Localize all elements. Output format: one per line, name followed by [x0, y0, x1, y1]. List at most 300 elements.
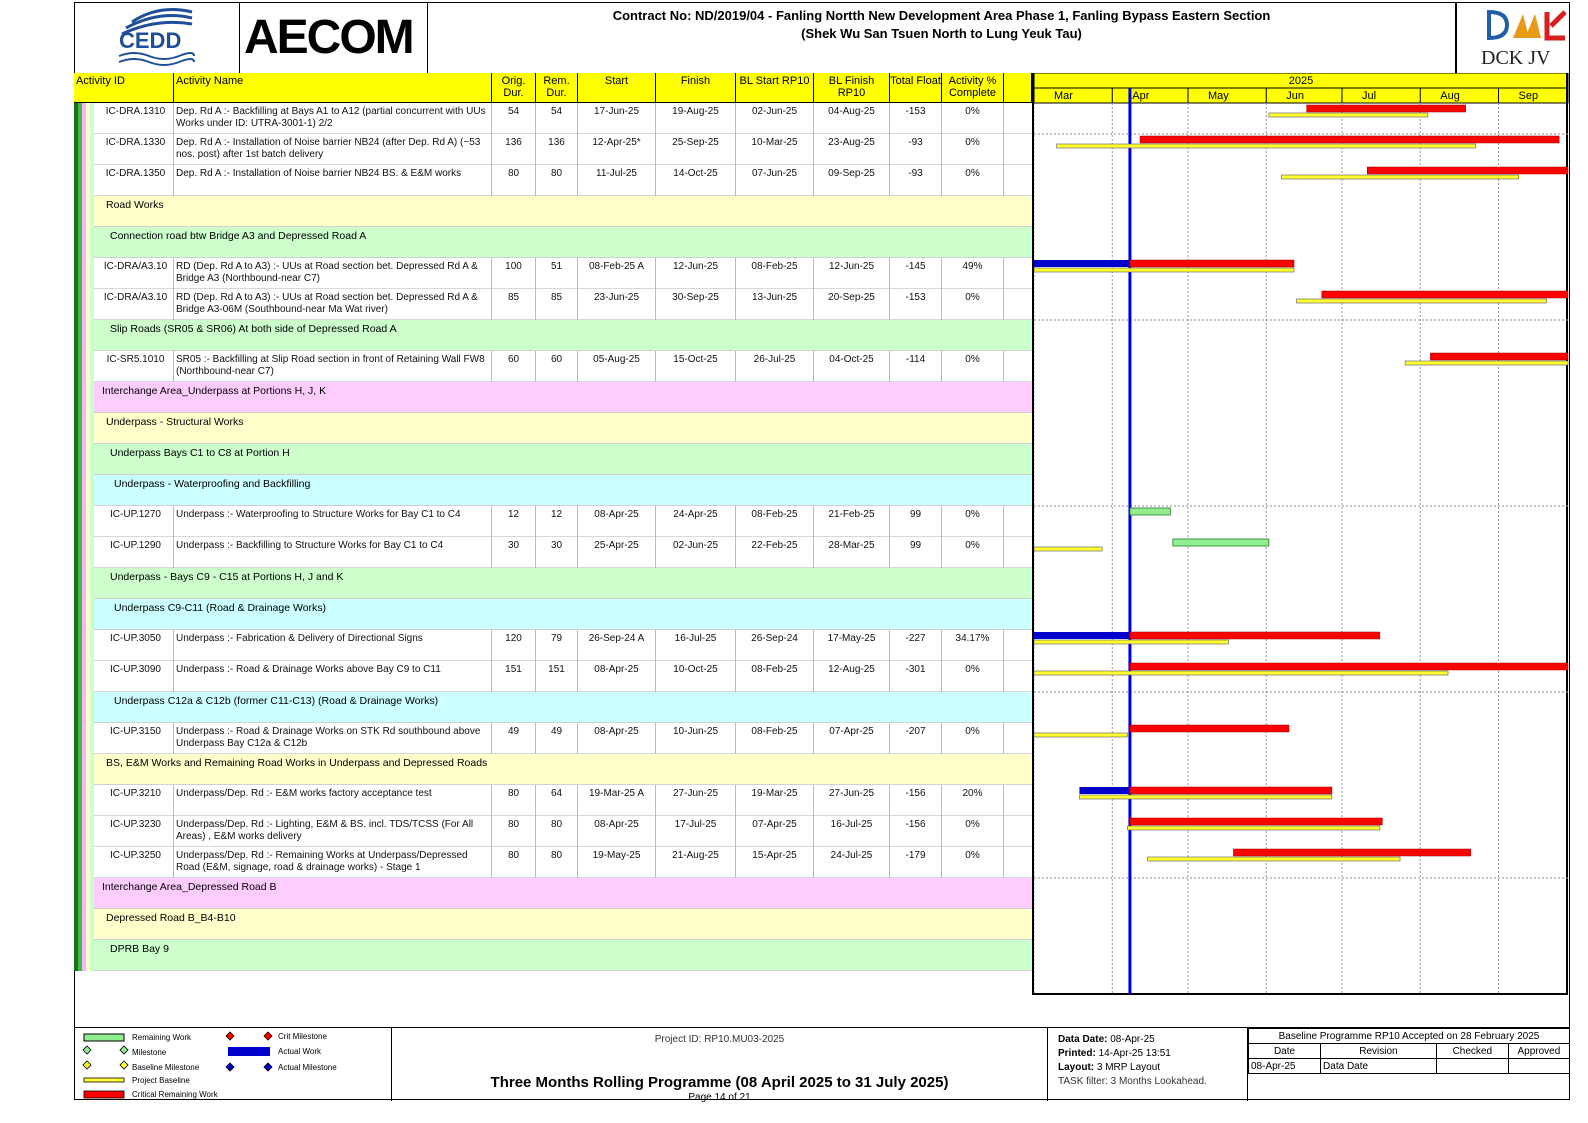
cell-name: Underpass :- Road & Drainage Works above Bay C9 to C11 — [174, 661, 492, 692]
wbs-group-label: Underpass C12a & C12b (former C11-C13) (Road & Drainage Works) — [114, 695, 439, 707]
cell-pct: 0% — [942, 165, 1004, 196]
wbs-group-row — [74, 413, 1032, 444]
cell-bl-start: 08-Feb-25 — [736, 258, 814, 289]
cell-bl-start: 02-Jun-25 — [736, 103, 814, 134]
wbs-outline-stripes — [74, 847, 98, 878]
cell-start: 19-Mar-25 A — [578, 785, 656, 816]
cell-pct: 0% — [942, 506, 1004, 537]
cell-rem: 79 — [536, 630, 578, 661]
col-bl-start: BL Start RP10 — [736, 73, 814, 103]
remaining-work-bar — [1173, 539, 1269, 546]
wbs-group-label: Interchange Area_Underpass at Portions H, J, K — [102, 385, 327, 397]
col-activity-complete: Activity % Complete — [942, 73, 1004, 103]
cell-bl-start: 26-Sep-24 — [736, 630, 814, 661]
cell-pct: 34.17% — [942, 630, 1004, 661]
col-finish: Finish — [656, 73, 736, 103]
wbs-outline-stripes — [74, 754, 98, 785]
project-baseline-bar — [1405, 361, 1568, 365]
cell-start: 08-Apr-25 — [578, 816, 656, 847]
revision-block — [1248, 1028, 1570, 1101]
legend-project-baseline: Project Baseline — [132, 1076, 190, 1085]
cell-name: Underpass :- Fabrication & Delivery of Directional Signs — [174, 630, 492, 661]
wbs-outline-stripes — [74, 382, 98, 413]
cell-float: -179 — [890, 847, 942, 878]
cell-id: IC-UP.3230 — [98, 816, 174, 847]
wbs-group-row — [74, 227, 1032, 258]
cell-start: 26-Sep-24 A — [578, 630, 656, 661]
activity-row — [74, 506, 1032, 537]
wbs-group-label: Depressed Road B_B4-B10 — [106, 912, 236, 924]
wbs-outline-stripes — [74, 568, 98, 599]
cell-name: Underpass/Dep. Rd :- E&M works factory acceptance test — [174, 785, 492, 816]
cell-name: Underpass :- Road & Drainage Works on STK Rd southbound above Underpass Bay C12a & C12b — [174, 723, 492, 754]
cell-start: 11-Jul-25 — [578, 165, 656, 196]
wbs-outline-stripes — [74, 289, 98, 320]
actual-work-bar — [1034, 632, 1130, 639]
data-date-label: Data Date: — [1058, 1034, 1108, 1045]
cell-bl-finish: 27-Jun-25 — [814, 785, 890, 816]
cell-id: IC-DRA.1350 — [98, 165, 174, 196]
cell-id: IC-SR5.1010 — [98, 351, 174, 382]
col-activity-id: Activity ID — [74, 73, 174, 103]
cell-id: IC-UP.3050 — [98, 630, 174, 661]
cell-rem: 80 — [536, 165, 578, 196]
programme-title: Three Months Rolling Programme (08 April 2025 to 31 July 2025) — [490, 1074, 949, 1091]
cell-name: Dep. Rd A :- Installation of Noise barrier NB24 BS. & E&M works — [174, 165, 492, 196]
cedd-logo — [74, 2, 240, 74]
wbs-group-label: Road Works — [106, 199, 164, 211]
critical-remaining-bar — [1430, 353, 1568, 360]
wbs-outline-stripes — [74, 816, 98, 847]
data-date-value: 08-Apr-25 — [1110, 1034, 1155, 1045]
cell-float: -93 — [890, 134, 942, 165]
legend-remaining-swatch — [84, 1034, 124, 1041]
cell-start: 17-Jun-25 — [578, 103, 656, 134]
cell-start: 19-May-25 — [578, 847, 656, 878]
col-bl-finish: BL Finish RP10 — [814, 73, 890, 103]
cell-rem: 64 — [536, 785, 578, 816]
cell-float: -145 — [890, 258, 942, 289]
cell-start: 25-Apr-25 — [578, 537, 656, 568]
cell-orig: 100 — [492, 258, 536, 289]
cell-rem: 49 — [536, 723, 578, 754]
cell-pct: 0% — [942, 723, 1004, 754]
legend-crit-milestone-icon — [226, 1032, 234, 1040]
wbs-outline-stripes — [74, 692, 98, 723]
cell-finish: 25-Sep-25 — [656, 134, 736, 165]
legend-actual-milestone: Actual Milestone — [278, 1063, 337, 1072]
legend-actual-swatch — [228, 1047, 270, 1056]
cell-rem: 60 — [536, 351, 578, 382]
critical-remaining-bar — [1130, 787, 1332, 794]
critical-remaining-bar — [1307, 105, 1466, 112]
wbs-outline-stripes — [74, 537, 98, 568]
cell-start: 08-Apr-25 — [578, 506, 656, 537]
cell-orig: 80 — [492, 785, 536, 816]
aecom-logo-text: AECOM — [244, 11, 413, 64]
contract-subtitle: (Shek Wu San Tsuen North to Lung Yeuk Tau) — [801, 26, 1082, 41]
layout-value: 3 MRP Layout — [1096, 1062, 1161, 1073]
cell-start: 08-Feb-25 A — [578, 258, 656, 289]
cell-bl-start: 08-Feb-25 — [736, 506, 814, 537]
activity-row — [74, 351, 1032, 382]
col-spacer — [1004, 73, 1032, 103]
page-number: Page 14 of 21 — [688, 1092, 751, 1103]
rev-desc: Data Date — [1321, 1059, 1437, 1074]
wbs-group-row — [74, 475, 1032, 506]
cell-pct: 0% — [942, 289, 1004, 320]
col-total-float: Total Float — [890, 73, 942, 103]
cell-start: 12-Apr-25* — [578, 134, 656, 165]
cell-finish: 16-Jul-25 — [656, 630, 736, 661]
cell-id: IC-UP.3210 — [98, 785, 174, 816]
cell-pct: 0% — [942, 351, 1004, 382]
cell-bl-start: 15-Apr-25 — [736, 847, 814, 878]
cell-float: -93 — [890, 165, 942, 196]
activity-row — [74, 723, 1032, 754]
cell-orig: 85 — [492, 289, 536, 320]
cell-orig: 120 — [492, 630, 536, 661]
wbs-group-label: Underpass - Structural Works — [106, 416, 244, 428]
project-baseline-bar — [1034, 547, 1102, 551]
cell-finish: 12-Jun-25 — [656, 258, 736, 289]
critical-remaining-bar — [1322, 291, 1568, 298]
col-start: Start — [578, 73, 656, 103]
cell-finish: 27-Jun-25 — [656, 785, 736, 816]
rev-date: 08-Apr-25 — [1249, 1059, 1321, 1074]
legend-actual-work: Actual Work — [278, 1047, 321, 1056]
cell-id: IC-DRA.1310 — [98, 103, 174, 134]
activity-row — [74, 816, 1032, 847]
cell-orig: 30 — [492, 537, 536, 568]
cell-pct: 49% — [942, 258, 1004, 289]
cell-orig: 151 — [492, 661, 536, 692]
aecom-logo — [240, 2, 428, 74]
wbs-outline-stripes — [74, 475, 98, 506]
critical-remaining-bar — [1130, 818, 1382, 825]
cell-bl-finish: 21-Feb-25 — [814, 506, 890, 537]
cell-bl-start: 08-Feb-25 — [736, 723, 814, 754]
legend — [74, 1028, 392, 1101]
cell-bl-finish: 17-May-25 — [814, 630, 890, 661]
wbs-outline-stripes — [74, 258, 98, 289]
cell-pct: 0% — [942, 134, 1004, 165]
cell-orig: 80 — [492, 816, 536, 847]
printed-value: 14-Apr-25 13:51 — [1098, 1048, 1171, 1059]
wbs-outline-stripes — [74, 134, 98, 165]
title-block — [428, 2, 1456, 74]
cell-bl-finish: 09-Sep-25 — [814, 165, 890, 196]
cell-float: -301 — [890, 661, 942, 692]
cell-pct: 0% — [942, 816, 1004, 847]
wbs-outline-stripes — [74, 320, 98, 351]
legend-critical-remaining-work: Critical Remaining Work — [132, 1090, 218, 1099]
cell-orig: 54 — [492, 103, 536, 134]
cell-orig: 60 — [492, 351, 536, 382]
remaining-work-bar — [1130, 508, 1170, 515]
wbs-group-label: Underpass - Bays C9 - C15 at Portions H, J and K — [110, 571, 344, 583]
wbs-group-row — [74, 878, 1032, 909]
project-baseline-bar — [1034, 268, 1294, 272]
print-info — [1048, 1028, 1248, 1101]
critical-remaining-bar — [1367, 167, 1568, 174]
project-baseline-bar — [1269, 113, 1428, 117]
wbs-outline-stripes — [74, 909, 98, 940]
cell-float: -156 — [890, 816, 942, 847]
cell-finish: 17-Jul-25 — [656, 816, 736, 847]
rev-col-approved: Approved — [1508, 1044, 1569, 1059]
wbs-group-row — [74, 196, 1032, 227]
activity-row — [74, 630, 1032, 661]
cell-bl-start: 13-Jun-25 — [736, 289, 814, 320]
rev-col-checked: Checked — [1436, 1044, 1508, 1059]
wbs-outline-stripes — [74, 506, 98, 537]
project-id: Project ID: RP10.MU03-2025 — [654, 1034, 785, 1045]
cell-rem: 51 — [536, 258, 578, 289]
cell-float: 99 — [890, 506, 942, 537]
cell-bl-start: 22-Feb-25 — [736, 537, 814, 568]
cell-name: Underpass/Dep. Rd :- Remaining Works at Underpass/Depressed Road (E&M, signage, road & drainage works) - Stage 1 — [174, 847, 492, 878]
cell-bl-finish: 04-Oct-25 — [814, 351, 890, 382]
actual-work-bar — [1034, 260, 1130, 267]
wbs-group-label: Underpass C9-C11 (Road & Drainage Works) — [114, 602, 327, 614]
cell-rem: 136 — [536, 134, 578, 165]
critical-remaining-bar — [1140, 136, 1559, 143]
cell-finish: 02-Jun-25 — [656, 537, 736, 568]
cell-finish: 19-Aug-25 — [656, 103, 736, 134]
wbs-group-row — [74, 599, 1032, 630]
revision-table — [1248, 1028, 1570, 1074]
wbs-outline-stripes — [74, 940, 98, 971]
wbs-outline-stripes — [74, 227, 98, 258]
cell-name: SR05 :- Backfilling at Slip Road section in front of Retaining Wall FW8 (Northbound-near C7) — [174, 351, 492, 382]
gantt-chart — [1032, 73, 1570, 995]
cell-name: Dep. Rd A :- Backfilling at Bays A1 to A12 (partial concurrent with UUs Works under ID: UTRA-3001-1) 2/2 — [174, 103, 492, 134]
cell-orig: 80 — [492, 847, 536, 878]
cell-bl-start: 08-Feb-25 — [736, 661, 814, 692]
cell-id: IC-UP.1270 — [98, 506, 174, 537]
cell-id: IC-UP.1290 — [98, 537, 174, 568]
cell-start: 08-Apr-25 — [578, 661, 656, 692]
cell-float: -207 — [890, 723, 942, 754]
wbs-outline-stripes — [74, 723, 98, 754]
legend-crit-milestone: Crit Milestone — [278, 1032, 327, 1041]
wbs-group-row — [74, 754, 1032, 785]
cell-bl-start: 07-Apr-25 — [736, 816, 814, 847]
cell-rem: 30 — [536, 537, 578, 568]
activity-row — [74, 661, 1032, 692]
wbs-group-row — [74, 692, 1032, 723]
cell-name: Underpass/Dep. Rd :- Lighting, E&M & BS. incl. TDS/TCSS (For All Areas) , E&M works delivery — [174, 816, 492, 847]
project-baseline-bar — [1148, 857, 1400, 861]
project-baseline-bar — [1297, 299, 1547, 303]
cell-id: IC-UP.3090 — [98, 661, 174, 692]
dck-logo — [1456, 2, 1570, 74]
cell-bl-start: 10-Mar-25 — [736, 134, 814, 165]
project-baseline-bar — [1127, 826, 1379, 830]
actual-work-bar — [1079, 787, 1129, 794]
cell-float: -153 — [890, 103, 942, 134]
cell-bl-finish: 24-Jul-25 — [814, 847, 890, 878]
month-label-may: May — [1208, 90, 1229, 102]
cell-name: Underpass :- Waterproofing to Structure Works for Bay C1 to C4 — [174, 506, 492, 537]
col-orig-dur: Orig. Dur. — [492, 73, 536, 103]
cell-bl-finish: 12-Aug-25 — [814, 661, 890, 692]
col-activity-name: Activity Name — [174, 73, 492, 103]
cell-rem: 12 — [536, 506, 578, 537]
cell-bl-finish: 12-Jun-25 — [814, 258, 890, 289]
wbs-group-row — [74, 568, 1032, 599]
wbs-outline-stripes — [74, 630, 98, 661]
cell-finish: 14-Oct-25 — [656, 165, 736, 196]
wbs-outline-stripes — [74, 165, 98, 196]
printed-label: Printed: — [1058, 1048, 1096, 1059]
cell-rem: 80 — [536, 816, 578, 847]
gantt-svg — [1034, 73, 1572, 995]
month-label-apr: Apr — [1132, 90, 1150, 102]
cell-pct: 20% — [942, 785, 1004, 816]
cell-start: 08-Apr-25 — [578, 723, 656, 754]
cell-rem: 85 — [536, 289, 578, 320]
cell-finish: 24-Apr-25 — [656, 506, 736, 537]
critical-remaining-bar — [1233, 849, 1470, 856]
cell-float: -153 — [890, 289, 942, 320]
cell-finish: 21-Aug-25 — [656, 847, 736, 878]
activity-row — [74, 537, 1032, 568]
wbs-outline-stripes — [74, 413, 98, 444]
wbs-outline-stripes — [74, 661, 98, 692]
critical-remaining-bar — [1130, 725, 1289, 732]
contract-title: Contract No: ND/2019/04 - Fanling Nortth New Development Area Phase 1, Fanling Bypass Eastern Section — [612, 8, 1271, 23]
cell-float: -227 — [890, 630, 942, 661]
cedd-logo-icon — [74, 2, 240, 74]
cell-id: IC-DRA.1330 — [98, 134, 174, 165]
cell-bl-start: 26-Jul-25 — [736, 351, 814, 382]
legend-baseline-milestone-icon — [83, 1061, 91, 1069]
col-rem-dur: Rem. Dur. — [536, 73, 578, 103]
wbs-outline-stripes — [74, 444, 98, 475]
legend-milestone-icon — [83, 1046, 91, 1054]
month-label-jul: Jul — [1362, 90, 1377, 102]
activity-row — [74, 165, 1032, 196]
activity-row — [74, 785, 1032, 816]
wbs-group-label: Interchange Area_Depressed Road B — [102, 881, 277, 893]
cell-bl-start: 07-Jun-25 — [736, 165, 814, 196]
wbs-outline-stripes — [74, 196, 98, 227]
cell-orig: 136 — [492, 134, 536, 165]
cell-rem: 54 — [536, 103, 578, 134]
month-label-aug: Aug — [1440, 90, 1460, 102]
wbs-group-label: Underpass Bays C1 to C8 at Portion H — [110, 447, 290, 459]
cell-finish: 30-Sep-25 — [656, 289, 736, 320]
legend-critical-swatch — [84, 1091, 124, 1098]
project-baseline-bar — [1281, 175, 1518, 179]
cell-float: 99 — [890, 537, 942, 568]
cell-id: IC-UP.3250 — [98, 847, 174, 878]
project-baseline-bar — [1034, 733, 1127, 737]
activity-row — [74, 258, 1032, 289]
project-baseline-bar — [1034, 671, 1448, 675]
task-filter: TASK filter: 3 Months Lookahead. — [1058, 1076, 1207, 1087]
cell-bl-finish: 28-Mar-25 — [814, 537, 890, 568]
cell-rem: 80 — [536, 847, 578, 878]
cell-rem: 151 — [536, 661, 578, 692]
cell-start: 23-Jun-25 — [578, 289, 656, 320]
wbs-group-row — [74, 444, 1032, 475]
month-label-mar: Mar — [1054, 90, 1073, 102]
cell-id: IC-UP.3150 — [98, 723, 174, 754]
baseline-note: Baseline Programme RP10 Accepted on 28 February 2025 — [1249, 1029, 1570, 1044]
cell-name: RD (Dep. Rd A to A3) :- UUs at Road section bet. Depressed Rd A & Bridge A3 (Northbound-near C7) — [174, 258, 492, 289]
wbs-group-label: BS, E&M Works and Remaining Road Works in Underpass and Depressed Roads — [106, 757, 488, 769]
svg-text:CEDD: CEDD — [119, 28, 182, 53]
cell-bl-finish: 20-Sep-25 — [814, 289, 890, 320]
legend-actual-milestone-icon — [226, 1063, 234, 1071]
cell-float: -156 — [890, 785, 942, 816]
footer — [74, 1027, 1570, 1103]
timeline-year: 2025 — [1288, 75, 1314, 87]
month-label-jun: Jun — [1286, 90, 1305, 102]
wbs-group-label: Underpass - Waterproofing and Backfilling — [114, 478, 311, 490]
legend-milestone: Milestone — [132, 1048, 167, 1057]
wbs-outline-stripes — [74, 351, 98, 382]
activity-row — [74, 847, 1032, 878]
wbs-group-row — [74, 382, 1032, 413]
cell-finish: 10-Oct-25 — [656, 661, 736, 692]
cell-orig: 12 — [492, 506, 536, 537]
project-baseline-bar — [1057, 144, 1476, 148]
cell-pct: 0% — [942, 661, 1004, 692]
cell-finish: 10-Jun-25 — [656, 723, 736, 754]
cell-orig: 80 — [492, 165, 536, 196]
cell-id: IC-DRA/A3.10 — [98, 258, 174, 289]
cell-id: IC-DRA/A3.10 — [98, 289, 174, 320]
project-baseline-bar — [1034, 640, 1228, 644]
activity-table — [74, 103, 1032, 995]
wbs-group-label: DPRB Bay 9 — [110, 943, 169, 955]
month-label-sep: Sep — [1518, 90, 1539, 102]
cell-bl-start: 19-Mar-25 — [736, 785, 814, 816]
activity-row — [74, 103, 1032, 134]
rev-col-revision: Revision — [1321, 1044, 1437, 1059]
cell-name: Underpass :- Backfilling to Structure Works for Bay C1 to C4 — [174, 537, 492, 568]
cell-orig: 49 — [492, 723, 536, 754]
svg-text:DCK JV: DCK JV — [1481, 47, 1551, 69]
activity-row — [74, 289, 1032, 320]
cell-bl-finish: 07-Apr-25 — [814, 723, 890, 754]
project-baseline-bar — [1079, 795, 1331, 799]
cell-start: 05-Aug-25 — [578, 351, 656, 382]
cell-bl-finish: 23-Aug-25 — [814, 134, 890, 165]
cell-name: RD (Dep. Rd A to A3) :- UUs at Road section bet. Depressed Rd A & Bridge A3-06M (Southbound-near Ma Wat river) — [174, 289, 492, 320]
wbs-outline-stripes — [74, 878, 98, 909]
rev-col-date: Date — [1249, 1044, 1321, 1059]
wbs-group-row — [74, 320, 1032, 351]
legend-remaining-work: Remaining Work — [132, 1033, 191, 1042]
footer-title-block — [392, 1028, 1048, 1101]
layout-label: Layout: — [1058, 1062, 1095, 1073]
legend-symbols — [74, 1028, 392, 1101]
activity-row — [74, 134, 1032, 165]
critical-remaining-bar — [1130, 260, 1294, 267]
wbs-group-label: Connection road btw Bridge A3 and Depressed Road A — [110, 230, 367, 242]
cell-bl-finish: 04-Aug-25 — [814, 103, 890, 134]
cell-pct: 0% — [942, 103, 1004, 134]
cell-bl-finish: 16-Jul-25 — [814, 816, 890, 847]
cell-finish: 15-Oct-25 — [656, 351, 736, 382]
wbs-outline-stripes — [74, 103, 98, 134]
wbs-outline-stripes — [74, 599, 98, 630]
